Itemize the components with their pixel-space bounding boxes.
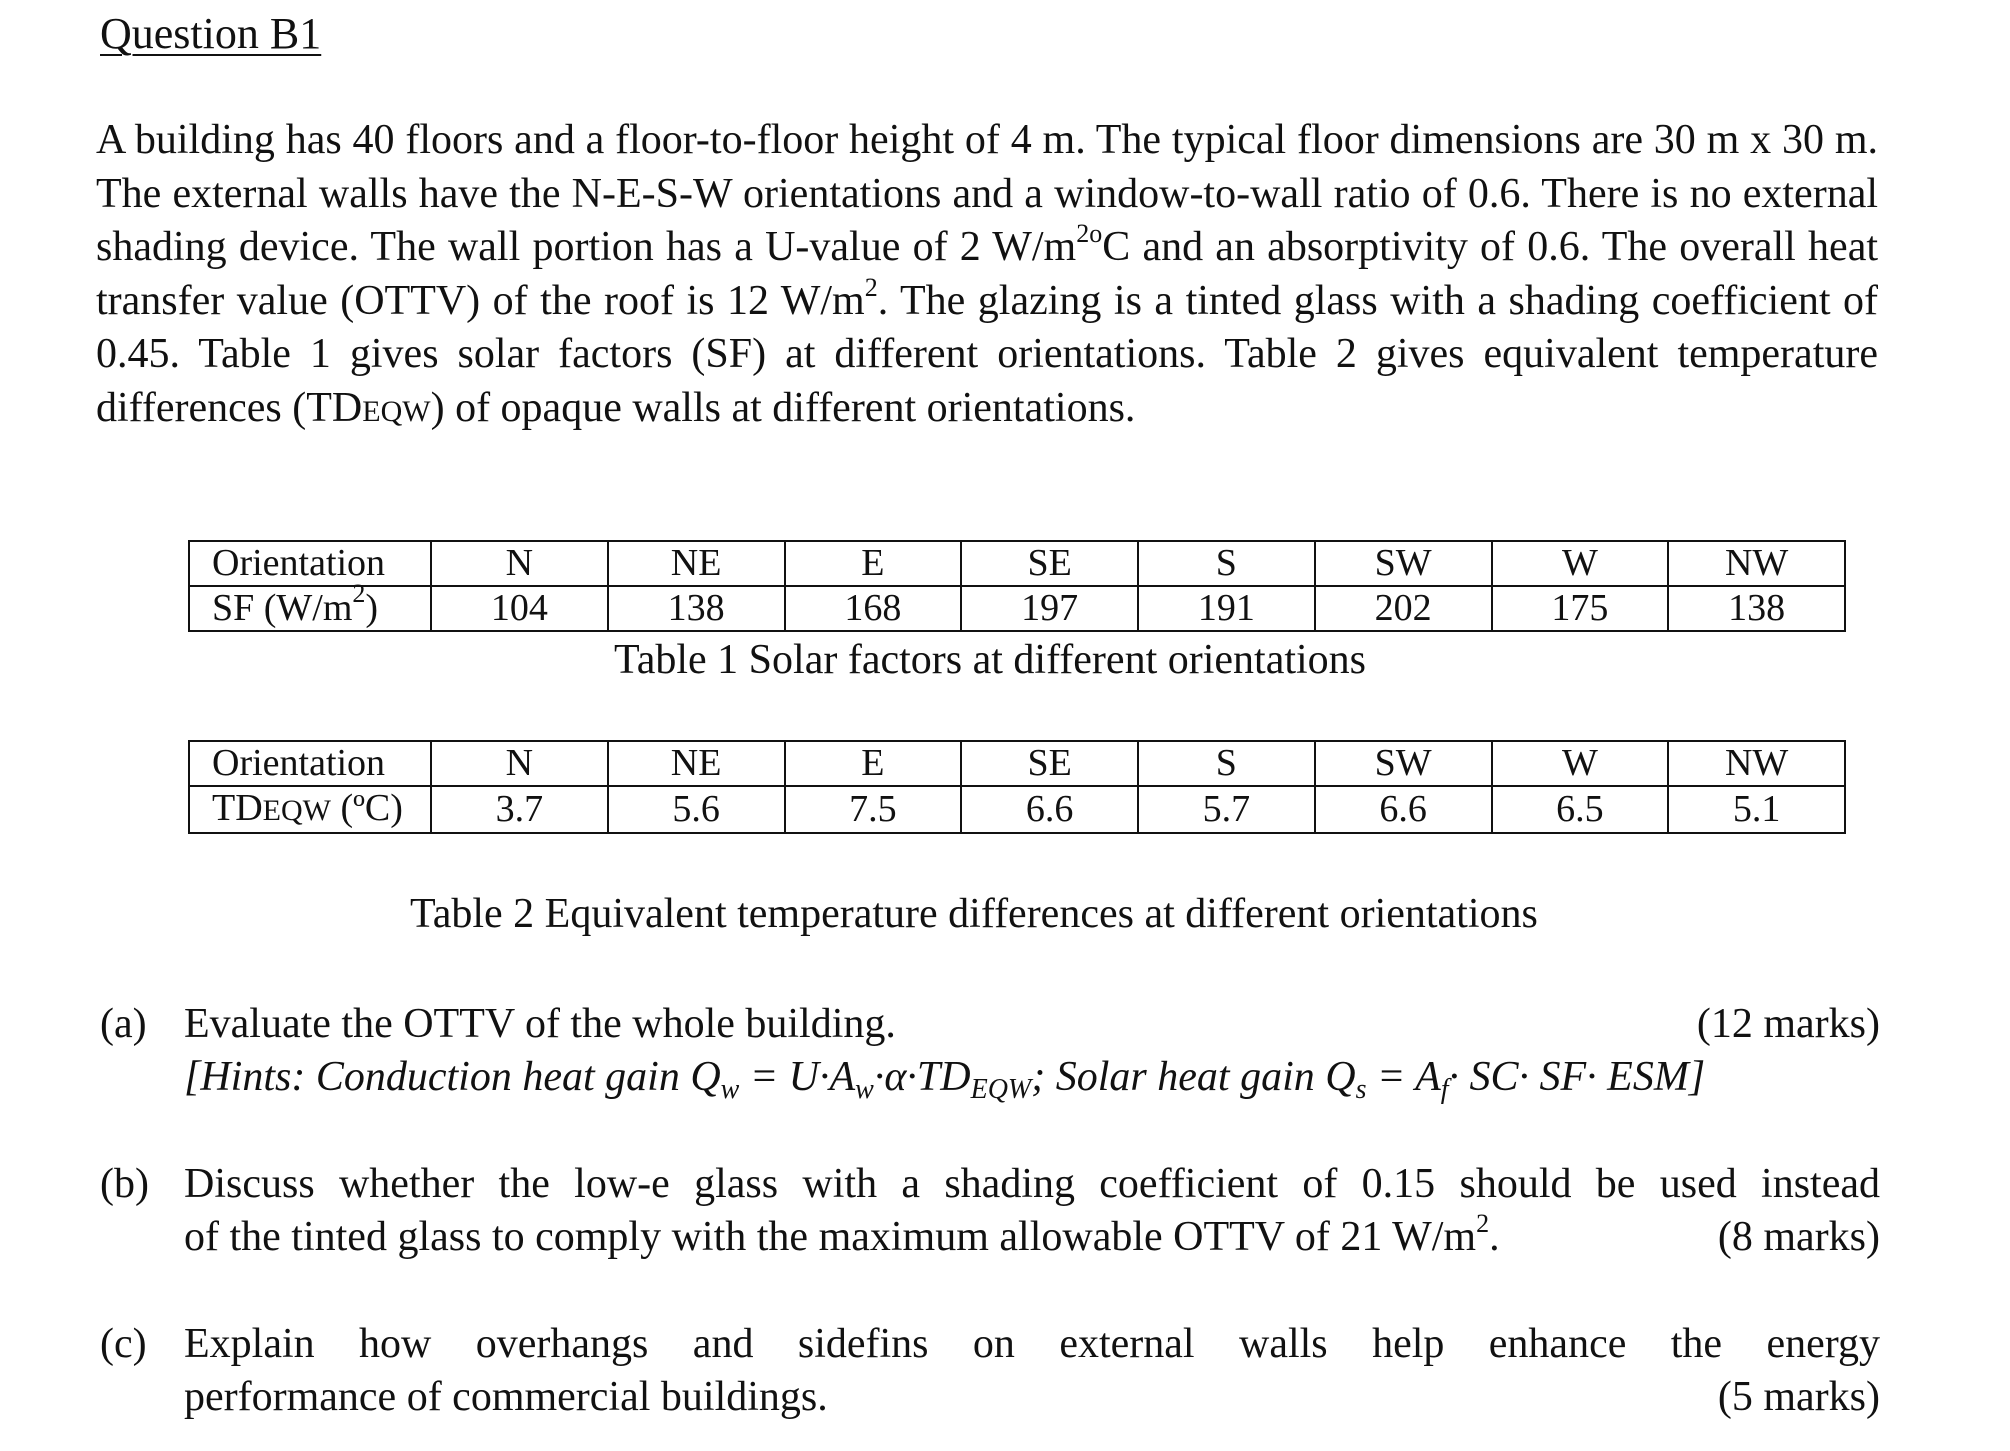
table1-value-cell: 138 [1668,586,1845,631]
table2-header-row [189,741,1845,786]
part-a-letter: (a) [100,1001,147,1047]
table1-row-label-end: ) [365,587,379,629]
part-c-line2: performance of commercial buildings. [184,1374,828,1420]
table2-value-cell: 6.5 [1492,786,1669,833]
table2-value-cell: 7.5 [785,786,962,833]
hint-sub-s: s [1355,1074,1367,1105]
part-a-hint [184,1051,1880,1104]
table1-value-cell: 168 [785,586,962,631]
table1-orientation-cell: NE [608,541,785,586]
part-b-letter: (b) [100,1161,149,1207]
hint-end: · SC· SF· ESM] [1448,1054,1706,1100]
table1-orientation-cell: SW [1315,541,1492,586]
temperature-difference-table [188,740,1846,834]
part-c-marks: (5 marks) [1717,1374,1880,1420]
hint-sub-w: w [720,1074,740,1105]
table2-value-cell: 5.7 [1138,786,1315,833]
table1-value-cell: 202 [1315,586,1492,631]
question-intro [96,114,1878,438]
part-a-text: Evaluate the OTTV of the whole building. [184,1001,896,1047]
table2-row-label-main: TD [212,787,263,829]
table2-orientation-cell: SE [961,741,1138,786]
solar-factor-table [188,540,1846,632]
hint-mid: ·α·TD [873,1054,971,1100]
table2-value-cell: 6.6 [1315,786,1492,833]
intro-sup-2: 2 [864,272,878,302]
table1-orientation-cell: N [431,541,608,586]
table1-row-label-main: SF (W/m [212,587,353,629]
table2-orientation-cell: NE [608,741,785,786]
intro-text-3: . The glazing is a tinted glass with a shading coefficient of 0.45. Table 1 gives solar factors (SF) at different orientations. Table 2 gives equivalent temperature differences (TD [96,277,1878,431]
table2-orientation-cell: S [1138,741,1315,786]
part-c-line1: Explain how overhangs and sidefins on external walls help enhance the energy [184,1321,1880,1367]
table1-row-label [189,579,431,631]
table2-value-cell: 3.7 [431,786,608,833]
table1-value-row [189,586,1845,631]
table1-header-row [189,541,1845,586]
table2-orientation-cell: NW [1668,741,1845,786]
table1-orientation-cell: S [1138,541,1315,586]
part-c-letter: (c) [100,1321,147,1367]
table1-orientation-cell: NW [1668,541,1845,586]
question-title: Question B1 [100,9,322,58]
part-b-line2-text: of the tinted glass to comply with the maximum allowable OTTV of 21 W/m [184,1214,1477,1260]
hint-open: [Hints: Conduction heat gain Q [184,1054,721,1100]
table2-orientation-cell: N [431,741,608,786]
part-a [100,998,1880,1104]
table1-caption: Table 1 Solar factors at different orientations [614,637,1367,683]
intro-sup-1: 2o [1076,219,1103,248]
part-b-line1: Discuss whether the low-e glass with a shading coefficient of 0.15 should be used instead [184,1161,1880,1207]
table2-row-label-end: (ºC) [330,787,403,829]
table1-value-cell: 138 [608,586,785,631]
part-c [100,1318,1880,1424]
table1-header-label: Orientation [189,541,431,586]
table1-value-cell: 175 [1492,586,1669,631]
table1-orientation-cell: E [785,541,962,586]
part-b [100,1158,1880,1264]
hint-sub-w2: w [855,1074,874,1105]
table2-value-row [189,786,1845,833]
table2-orientation-cell: SW [1315,741,1492,786]
part-b-marks: (8 marks) [1717,1214,1880,1260]
table1-value-cell: 191 [1138,586,1315,631]
table2-row-label-sub: EQW [262,794,331,827]
hint-sub-eqw: EQW [970,1074,1032,1105]
hint-sub-f: f [1440,1074,1449,1105]
hint-solar: ; Solar heat gain Q [1031,1054,1356,1100]
part-a-marks: (12 marks) [1696,1001,1880,1047]
table2-value-cell: 5.6 [608,786,785,833]
table1-orientation-cell: SE [961,541,1138,586]
table2-value-cell: 6.6 [961,786,1138,833]
table1-value-cell: 104 [431,586,608,631]
part-b-line2-end: . [1489,1214,1500,1260]
part-b-line2-sup: 2 [1476,1209,1490,1238]
hint-eq1: = U·A [739,1054,856,1100]
table2-orientation-cell: W [1492,741,1669,786]
table2-header-label: Orientation [189,741,431,786]
table1-row-label-sup: 2 [352,579,366,608]
table2-orientation-cell: E [785,741,962,786]
intro-sub-eqw: EQW [362,394,431,428]
table1-value-cell: 197 [961,586,1138,631]
part-b-line2 [184,1211,1500,1264]
table2-row-label [189,786,431,833]
hint-eq2: = A [1366,1054,1441,1100]
intro-text-2: C and an absorptivity of 0.6. The overall heat transfer value (OTTV) of the roof is 12 W/m [96,224,1878,324]
table2-value-cell: 5.1 [1668,786,1845,833]
table2-caption: Table 2 Equivalent temperature differences at different orientations [410,891,1538,937]
intro-text-1: A building has 40 floors and a floor-to-floor height of 4 m. The typical floor dimensions are 30 m x 30 m. The external walls have the N-E-S-W orientations and a window-to-wall ratio of 0.6. There is no external shading device. The wall portion has a U-value of 2 W/m [96,117,1878,270]
table1-orientation-cell: W [1492,541,1669,586]
intro-text-4: ) of opaque walls at different orientations. [430,384,1136,431]
